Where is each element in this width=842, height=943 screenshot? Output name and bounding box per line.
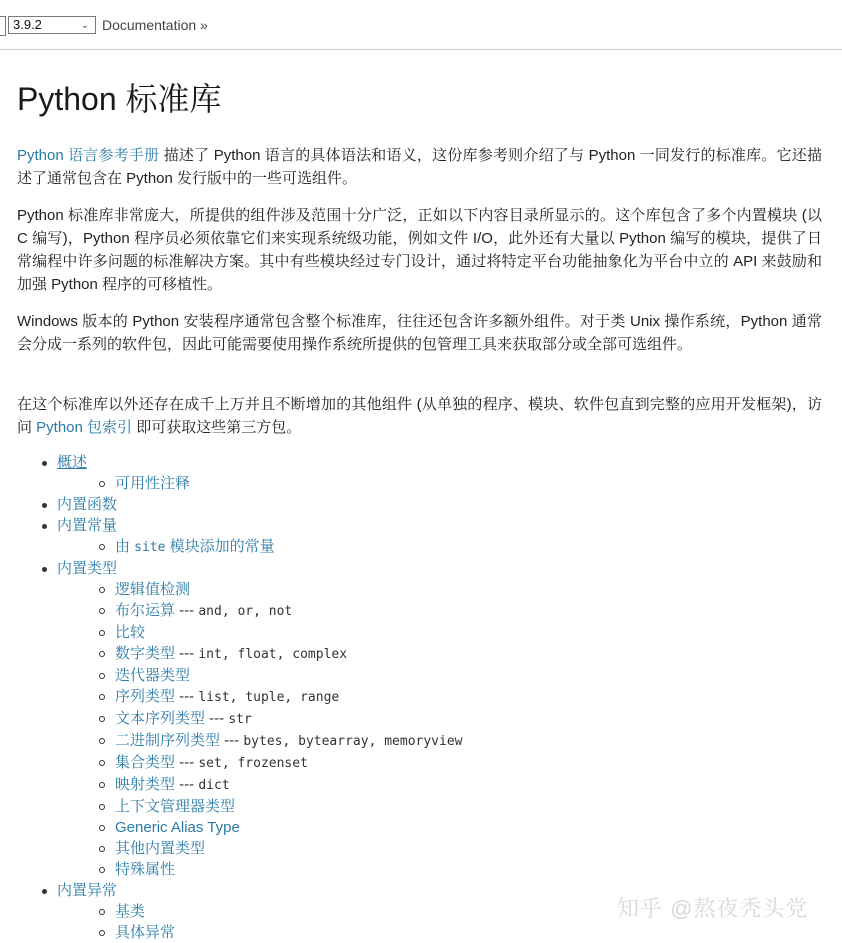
- toc-sublink[interactable]: Generic Alias Type: [115, 819, 240, 836]
- language-reference-link[interactable]: Python 语言参考手册: [17, 147, 160, 164]
- language-select[interactable]: [0, 16, 6, 36]
- toc-sublist: [57, 901, 463, 943]
- toc-sublink[interactable]: 映射类型: [115, 776, 176, 793]
- toc-item: [39, 880, 463, 943]
- toc-link[interactable]: 内置常量: [57, 517, 118, 534]
- toc-sublink[interactable]: 特殊属性: [115, 861, 176, 878]
- toc-sublink[interactable]: 上下文管理器类型: [115, 798, 236, 815]
- toc-subitem: [57, 859, 463, 880]
- toc-sublink[interactable]: 具体异常: [115, 924, 176, 941]
- page-title: Python 标准库: [17, 81, 222, 117]
- inline-code: int, float, complex: [198, 647, 348, 662]
- toc-item: [39, 452, 463, 494]
- toc-sublink[interactable]: 基类: [115, 903, 146, 920]
- version-value: 3.9.2: [13, 17, 42, 32]
- separator: ---: [175, 688, 199, 705]
- inline-code: bytes, bytearray, memoryview: [243, 734, 463, 749]
- toc-subitem: [57, 600, 463, 622]
- toc-sublink[interactable]: 其他内置类型: [115, 840, 206, 857]
- toc-item: [39, 558, 463, 880]
- separator: ---: [175, 645, 199, 662]
- toc-sublink[interactable]: 由 site 模块添加的常量: [115, 538, 275, 555]
- toc-sublink[interactable]: 集合类型: [115, 754, 176, 771]
- toc-sublink[interactable]: 迭代器类型: [115, 667, 191, 684]
- toc-subitem: [57, 817, 463, 838]
- toc-subitem: [57, 579, 463, 600]
- separator: ---: [205, 710, 229, 727]
- separator: ---: [175, 754, 199, 771]
- inline-code: and, or, not: [198, 604, 293, 619]
- toc-subitem: [57, 686, 463, 708]
- toc-sublink[interactable]: 逻辑值检测: [115, 581, 191, 598]
- toc-sublink[interactable]: 序列类型: [115, 688, 176, 705]
- toc-link[interactable]: 内置函数: [57, 496, 118, 513]
- watermark: 知乎 @熬夜秃头党: [617, 896, 809, 921]
- inline-code: site: [134, 540, 166, 555]
- version-select[interactable]: [8, 16, 96, 34]
- library-overview-paragraph: Python 标准库非常庞大，所提供的组件涉及范围十分广泛，正如以下内容目录所显示的。这个库包含了多个内置模块 (以 C 编写)，Python 程序员必须依靠它们来实现系统级功能，例如文件 I/O，此外还有大量以 Python 编写的模块，提供了日常编程中许多问题的标准解决方案。其中有些模块经过专门设计，通过将特定平台功能抽象化为平台中立的 API 来鼓励和加强 Python 程序的可移植性。: [17, 207, 822, 293]
- breadcrumb-documentation-link[interactable]: Documentation »: [102, 17, 208, 33]
- toc-sublink[interactable]: 布尔运算: [115, 602, 176, 619]
- intro-paragraph: Python 语言参考手册 描述了 Python 语言的具体语法和语义，这份库参考则介绍了与 Python 一同发行的标准库。它还描述了通常包含在 Python 发行版中的一些可选组件。: [17, 147, 822, 187]
- toc-subitem: [57, 774, 463, 796]
- toc-sublink[interactable]: 文本序列类型: [115, 710, 206, 727]
- inline-code: list, tuple, range: [198, 690, 340, 705]
- toc-subitem: [57, 473, 463, 494]
- inline-code: dict: [198, 778, 230, 793]
- toc-sublink[interactable]: 二进制序列类型: [115, 732, 221, 749]
- separator: ---: [175, 776, 199, 793]
- toc-sublink[interactable]: 可用性注释: [115, 475, 191, 492]
- table-of-contents: [39, 452, 463, 943]
- third-party-paragraph: 在这个标准库以外还存在成千上万并且不断增加的其他组件 (从单独的程序、模块、软件包直到完整的应用开发框架)，访问 Python 包索引 即可获取这些第三方包。: [17, 396, 822, 436]
- toc-subitem: [57, 796, 463, 817]
- toc-item: [39, 494, 463, 515]
- toc-subitem: [57, 622, 463, 643]
- toc-subitem: [57, 708, 463, 730]
- toc-subitem: [57, 643, 463, 665]
- inline-code: set, frozenset: [198, 756, 308, 771]
- python-package-index-link[interactable]: Python 包索引: [36, 419, 133, 436]
- top-navigation-bar: [0, 0, 842, 50]
- inline-code: str: [228, 712, 252, 727]
- toc-subitem: [57, 536, 463, 558]
- toc-sublink[interactable]: 数字类型: [115, 645, 176, 662]
- toc-link[interactable]: 内置异常: [57, 882, 118, 899]
- toc-link[interactable]: 内置类型: [57, 560, 118, 577]
- toc-sublist: [57, 536, 463, 558]
- toc-link[interactable]: 概述: [57, 454, 88, 471]
- separator: ---: [220, 732, 244, 749]
- toc-subitem: [57, 901, 463, 922]
- toc-subitem: [57, 838, 463, 859]
- toc-item: [39, 515, 463, 558]
- toc-subitem: [57, 730, 463, 752]
- toc-sublink[interactable]: 比较: [115, 624, 146, 641]
- toc-sublist: [57, 579, 463, 880]
- chevron-down-icon: ⌄: [80, 20, 89, 31]
- toc-sublist: [57, 473, 463, 494]
- separator: ---: [175, 602, 199, 619]
- toc-subitem: [57, 752, 463, 774]
- distribution-paragraph: Windows 版本的 Python 安装程序通常包含整个标准库，往往还包含许多额外组件。对于类 Unix 操作系统，Python 通常会分成一系列的软件包，因此可能需要使用操作系统所提供的包管理工具来获取部分或全部可选组件。: [17, 313, 822, 353]
- toc-subitem: [57, 665, 463, 686]
